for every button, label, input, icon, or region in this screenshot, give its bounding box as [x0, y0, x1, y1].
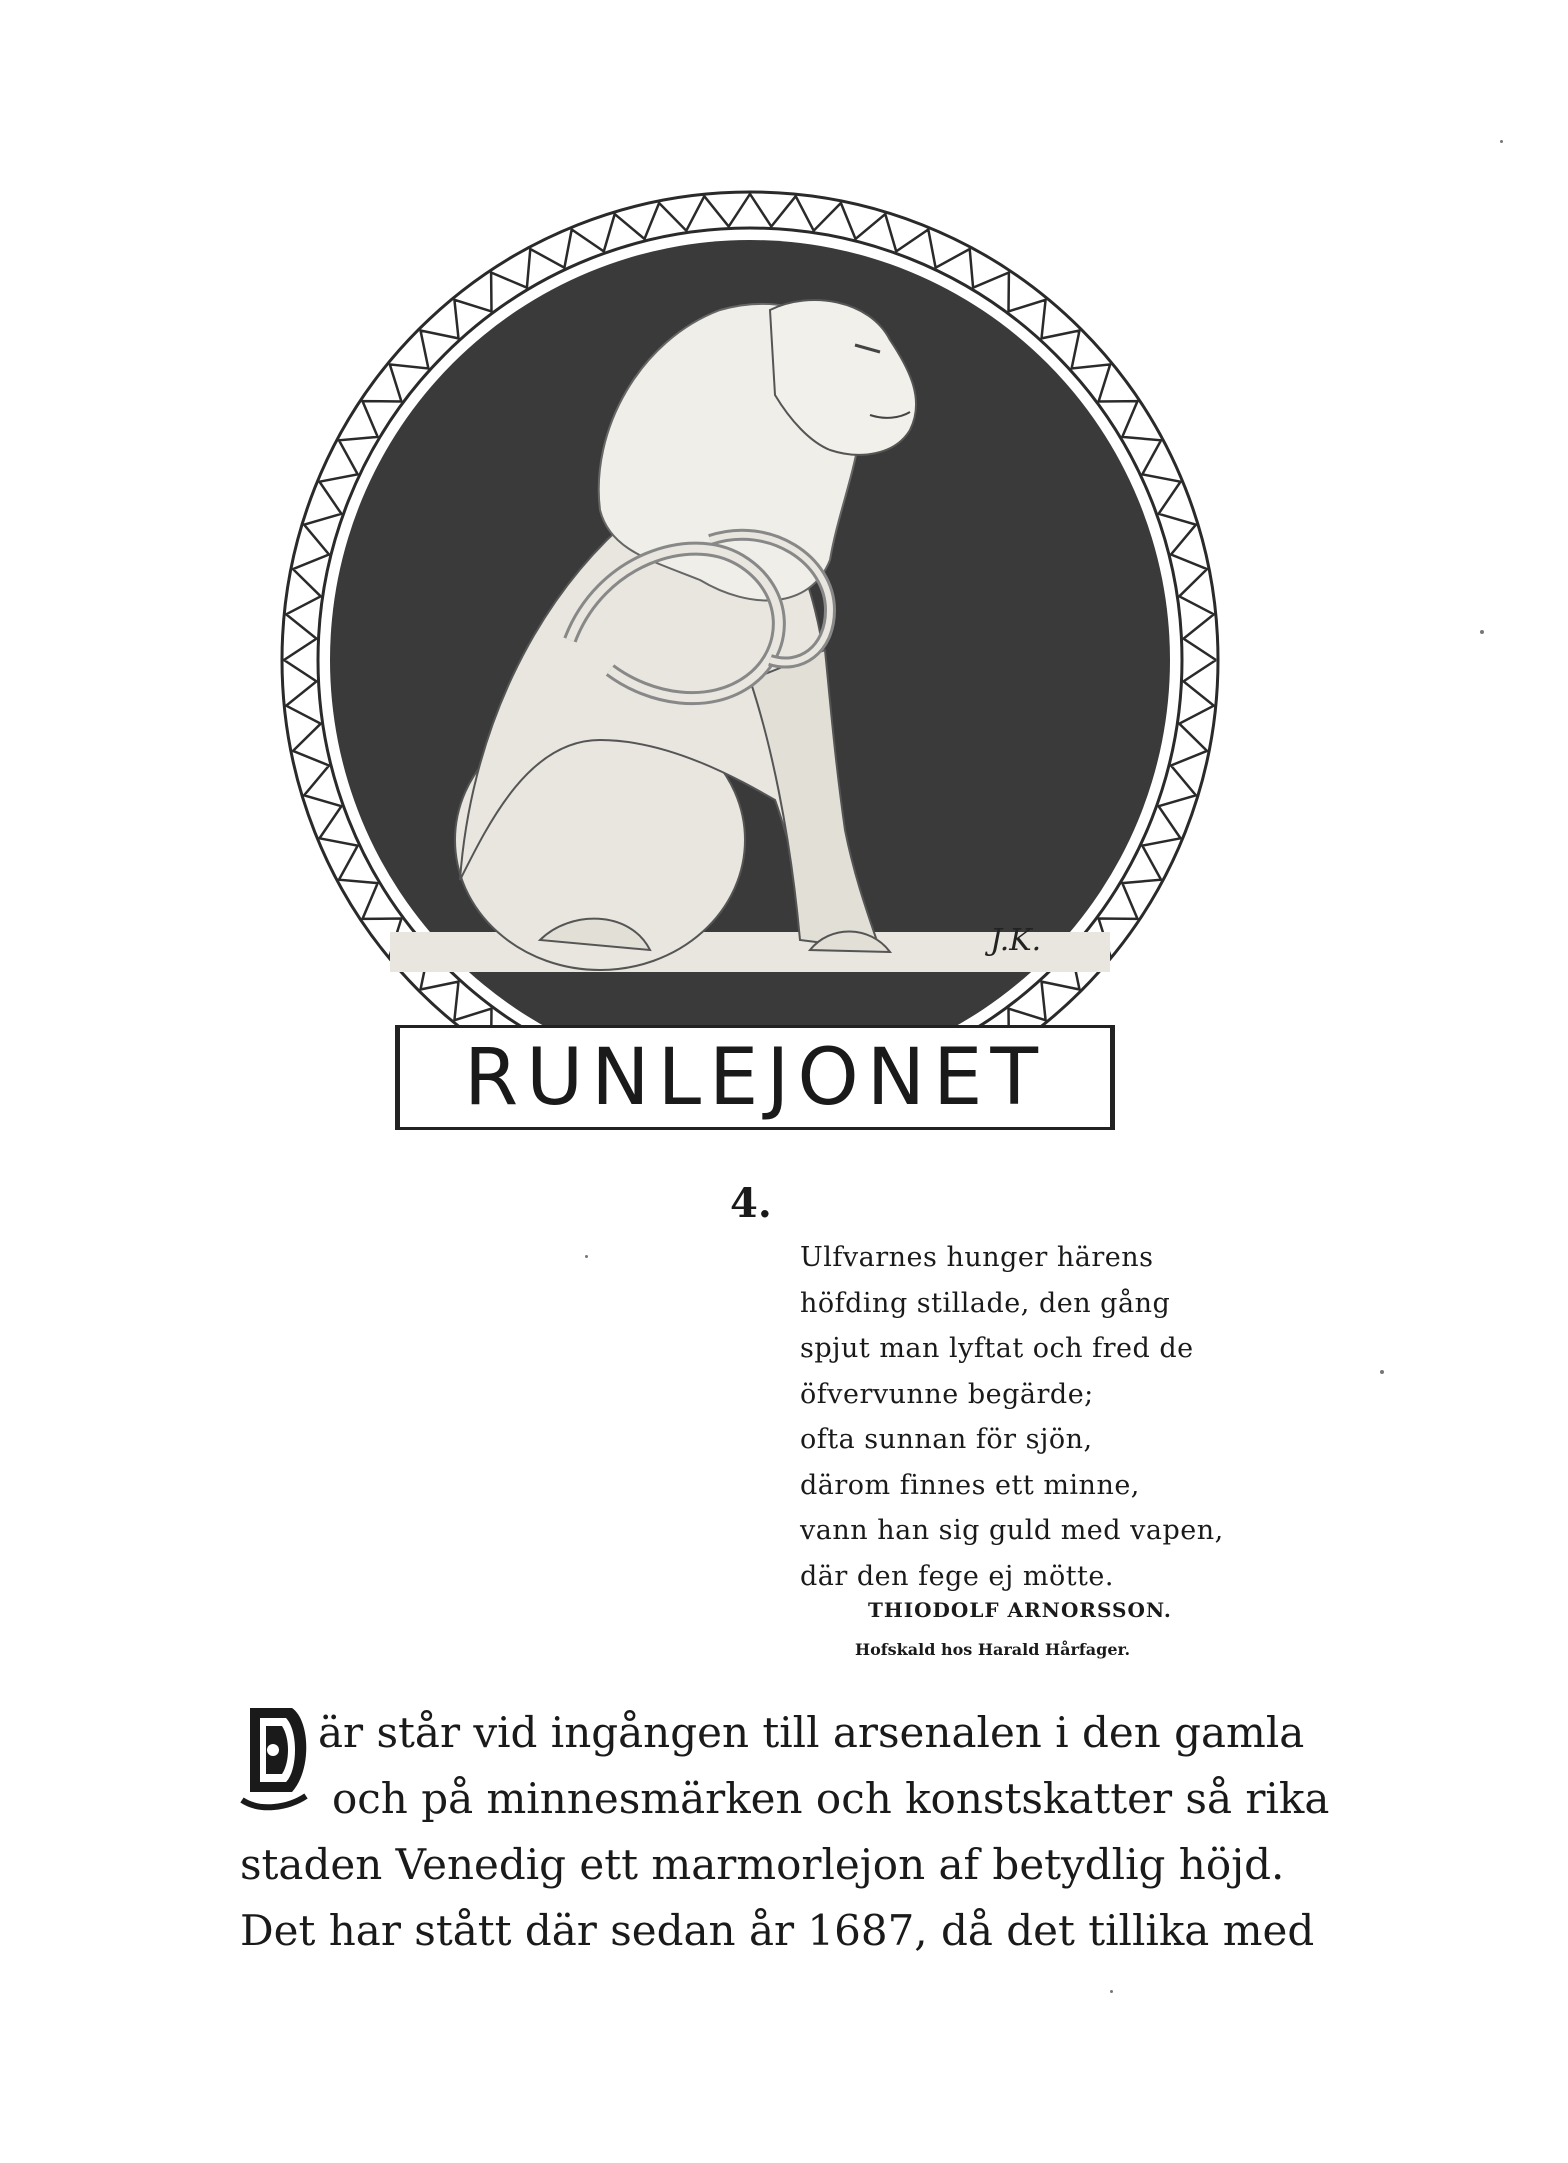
poem-line: höfding stillade, den gång	[800, 1287, 1171, 1319]
prose-line: är står vid ingången till arsenalen i den gamla	[318, 1708, 1305, 1757]
scan-speck	[1110, 1990, 1113, 1993]
poem-line: Ulfvarnes hunger härens	[800, 1242, 1154, 1273]
prose-line: och på minnesmärken och konstskatter så rika	[332, 1774, 1330, 1823]
artist-signature: J.K.	[990, 923, 1042, 958]
title-plate-text: RUNLEJONET	[463, 1032, 1047, 1123]
poem-author-role: Hofskald hos Harald Hårfager.	[855, 1640, 1131, 1659]
epigraph-poem	[800, 1235, 1300, 1599]
poem-line: där den fege ej mötte.	[800, 1560, 1114, 1592]
poem-line: spjut man lyftat och fred de	[800, 1333, 1194, 1364]
scan-speck	[1500, 140, 1503, 143]
prose-line: staden Venedig ett marmorlejon af betydlig höjd.	[240, 1840, 1285, 1889]
poem-line: ofta sunnan för sjön,	[800, 1424, 1093, 1455]
drop-cap-letter: D	[40, 1500, 41, 1501]
chapter-number: 4.	[730, 1180, 772, 1227]
scan-speck	[1480, 630, 1484, 634]
poem-author: THIODOLF ARNORSSON.	[868, 1598, 1172, 1622]
lion-illustration	[270, 180, 1230, 1140]
poem-line: därom finnes ett minne,	[800, 1469, 1140, 1501]
title-plate	[395, 1025, 1115, 1130]
body-text	[240, 1700, 1330, 1964]
scan-speck	[1380, 1370, 1384, 1374]
poem-line: vann han sig guld med vapen,	[800, 1515, 1224, 1546]
prose-line: Det har stått där sedan år 1687, då det tillika med	[240, 1906, 1315, 1955]
scan-speck	[585, 1255, 588, 1258]
poem-line: öfvervunne begärde;	[800, 1378, 1094, 1410]
